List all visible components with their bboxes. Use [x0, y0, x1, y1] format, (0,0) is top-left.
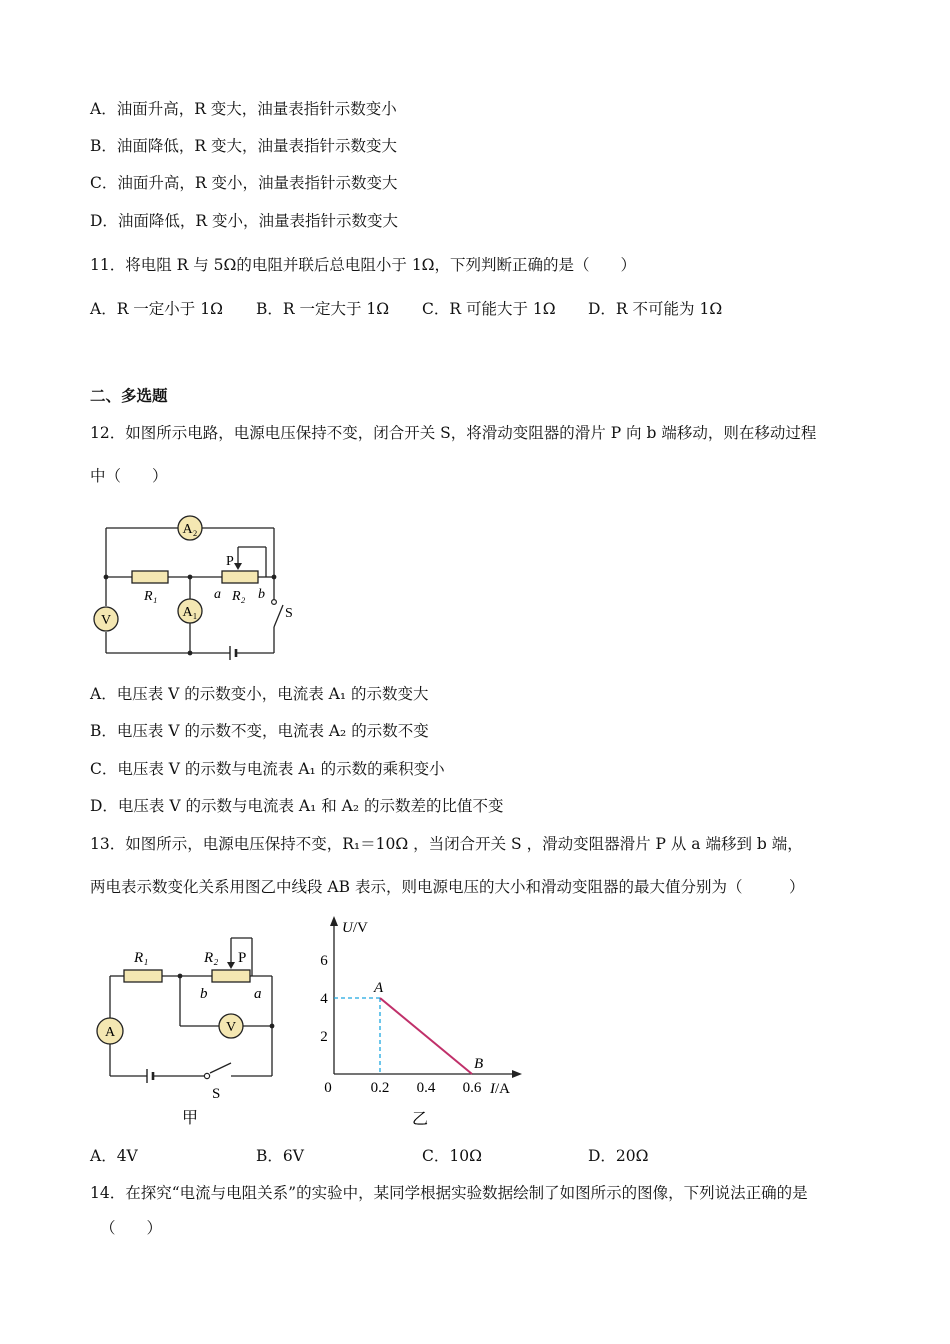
slider-arrowhead — [234, 563, 242, 570]
q10-option-c: C．油面升高，R 变小，油量表指针示数变大 — [90, 174, 398, 192]
figure-yi-caption: 乙 — [411, 1111, 429, 1128]
y-axis-label: U/V — [342, 920, 368, 936]
q11-option-c: C．R 可能大于 1Ω — [422, 300, 556, 318]
q10-option-a: A．油面升高，R 变大，油量表指针示数变小 — [90, 100, 397, 118]
r1-label: R₁ — [144, 589, 158, 604]
y-tick-label: 4 — [320, 991, 328, 1007]
slider-p-label: P — [226, 554, 234, 569]
x-tick-label: 0.6 — [462, 1080, 482, 1096]
section-heading-multiple-choice: 二、多选题 — [90, 386, 168, 405]
q14-stem-line2: （ ） — [100, 1219, 163, 1237]
x-axis-label: I/A — [490, 1081, 510, 1097]
origin-label: 0 — [324, 1080, 332, 1096]
switch-s-label: S — [212, 1086, 221, 1102]
voltmeter-v-label: V — [225, 1020, 237, 1035]
switch-s-label: S — [285, 606, 293, 621]
r2-label: R₂ — [204, 950, 219, 966]
q12-option-d: D．电压表 V 的示数与电流表 A₁ 和 A₂ 的示数差的比值不变 — [90, 797, 504, 815]
q13-graph-yi — [300, 910, 530, 1130]
q11-option-a: A．R 一定小于 1Ω — [90, 300, 223, 318]
x-tick-label: 0.2 — [370, 1080, 390, 1096]
q12-option-b: B．电压表 V 的示数不变，电流表 A₂ 的示数不变 — [90, 722, 429, 740]
q14-stem-line1: 14．在探究“电流与电阻关系”的实验中，某同学根据实验数据绘制了如图所示的图像，下列说法正确的是 — [90, 1184, 808, 1202]
r2-end-b-label: b — [200, 986, 208, 1002]
q12-stem-line2: 中（ ） — [90, 467, 168, 485]
q13-stem-line1: 13．如图所示，电源电压保持不变，R₁＝10Ω ，当闭合开关 S ，滑动变阻器滑片 P 从 a 端移到 b 端， — [90, 835, 803, 853]
q13-circuit-diagram-jia — [90, 930, 295, 1130]
q12-option-c: C．电压表 V 的示数与电流表 A₁ 的示数的乘积变小 — [90, 760, 445, 778]
point-b-label: B — [474, 1056, 484, 1072]
figure-jia-caption: 甲 — [181, 1110, 199, 1127]
q10-option-b: B．油面降低，R 变大，油量表指针示数变大 — [90, 137, 397, 155]
point-a-label: A — [374, 980, 384, 996]
rheostat-r2 — [222, 571, 258, 583]
q11-option-d: D．R 不可能为 1Ω — [588, 300, 723, 318]
q13-option-c: C．10Ω — [422, 1147, 482, 1165]
x-tick-label: 0.4 — [416, 1080, 436, 1096]
slider-p-label: P — [238, 950, 247, 966]
r2-end-a-label: a — [254, 986, 262, 1002]
r1-label: R₁ — [134, 950, 149, 966]
ammeter-a2-label: A₂ — [182, 522, 198, 537]
r2-end-b-label: b — [258, 587, 265, 602]
q13-stem-line2: 两电表示数变化关系用图乙中线段 AB 表示，则电源电压的大小和滑动变阻器的最大值分别为（ ） — [90, 878, 805, 896]
ammeter-a1-label: A₁ — [182, 605, 198, 620]
voltmeter-v-label: V — [100, 613, 112, 628]
r2-label: R₂ — [232, 589, 246, 604]
q12-stem-line1: 12．如图所示电路，电源电压保持不变，闭合开关 S，将滑动变阻器的滑片 P 向 b 端移动，则在移动过程 — [90, 424, 817, 442]
q11-stem: 11．将电阻 R 与 5Ω的电阻并联后总电阻小于 1Ω，下列判断正确的是（ ） — [90, 256, 637, 274]
segment-ab — [380, 998, 472, 1074]
y-tick-label: 6 — [320, 953, 328, 969]
resistor-r1 — [132, 571, 168, 583]
r2-end-a-label: a — [214, 587, 221, 602]
q12-circuit-diagram — [90, 510, 310, 665]
q11-option-b: B．R 一定大于 1Ω — [256, 300, 390, 318]
q13-option-d: D．20Ω — [588, 1147, 649, 1165]
q12-option-a: A．电压表 V 的示数变小，电流表 A₁ 的示数变大 — [90, 685, 429, 703]
q13-option-a: A．4V — [90, 1147, 138, 1165]
y-tick-label: 2 — [320, 1029, 328, 1045]
q13-option-b: B．6V — [256, 1147, 304, 1165]
ammeter-a-label: A — [104, 1025, 116, 1040]
rheostat-r2 — [212, 970, 250, 982]
q10-option-d: D．油面降低，R 变小，油量表指针示数变大 — [90, 212, 399, 230]
resistor-r1 — [124, 970, 162, 982]
